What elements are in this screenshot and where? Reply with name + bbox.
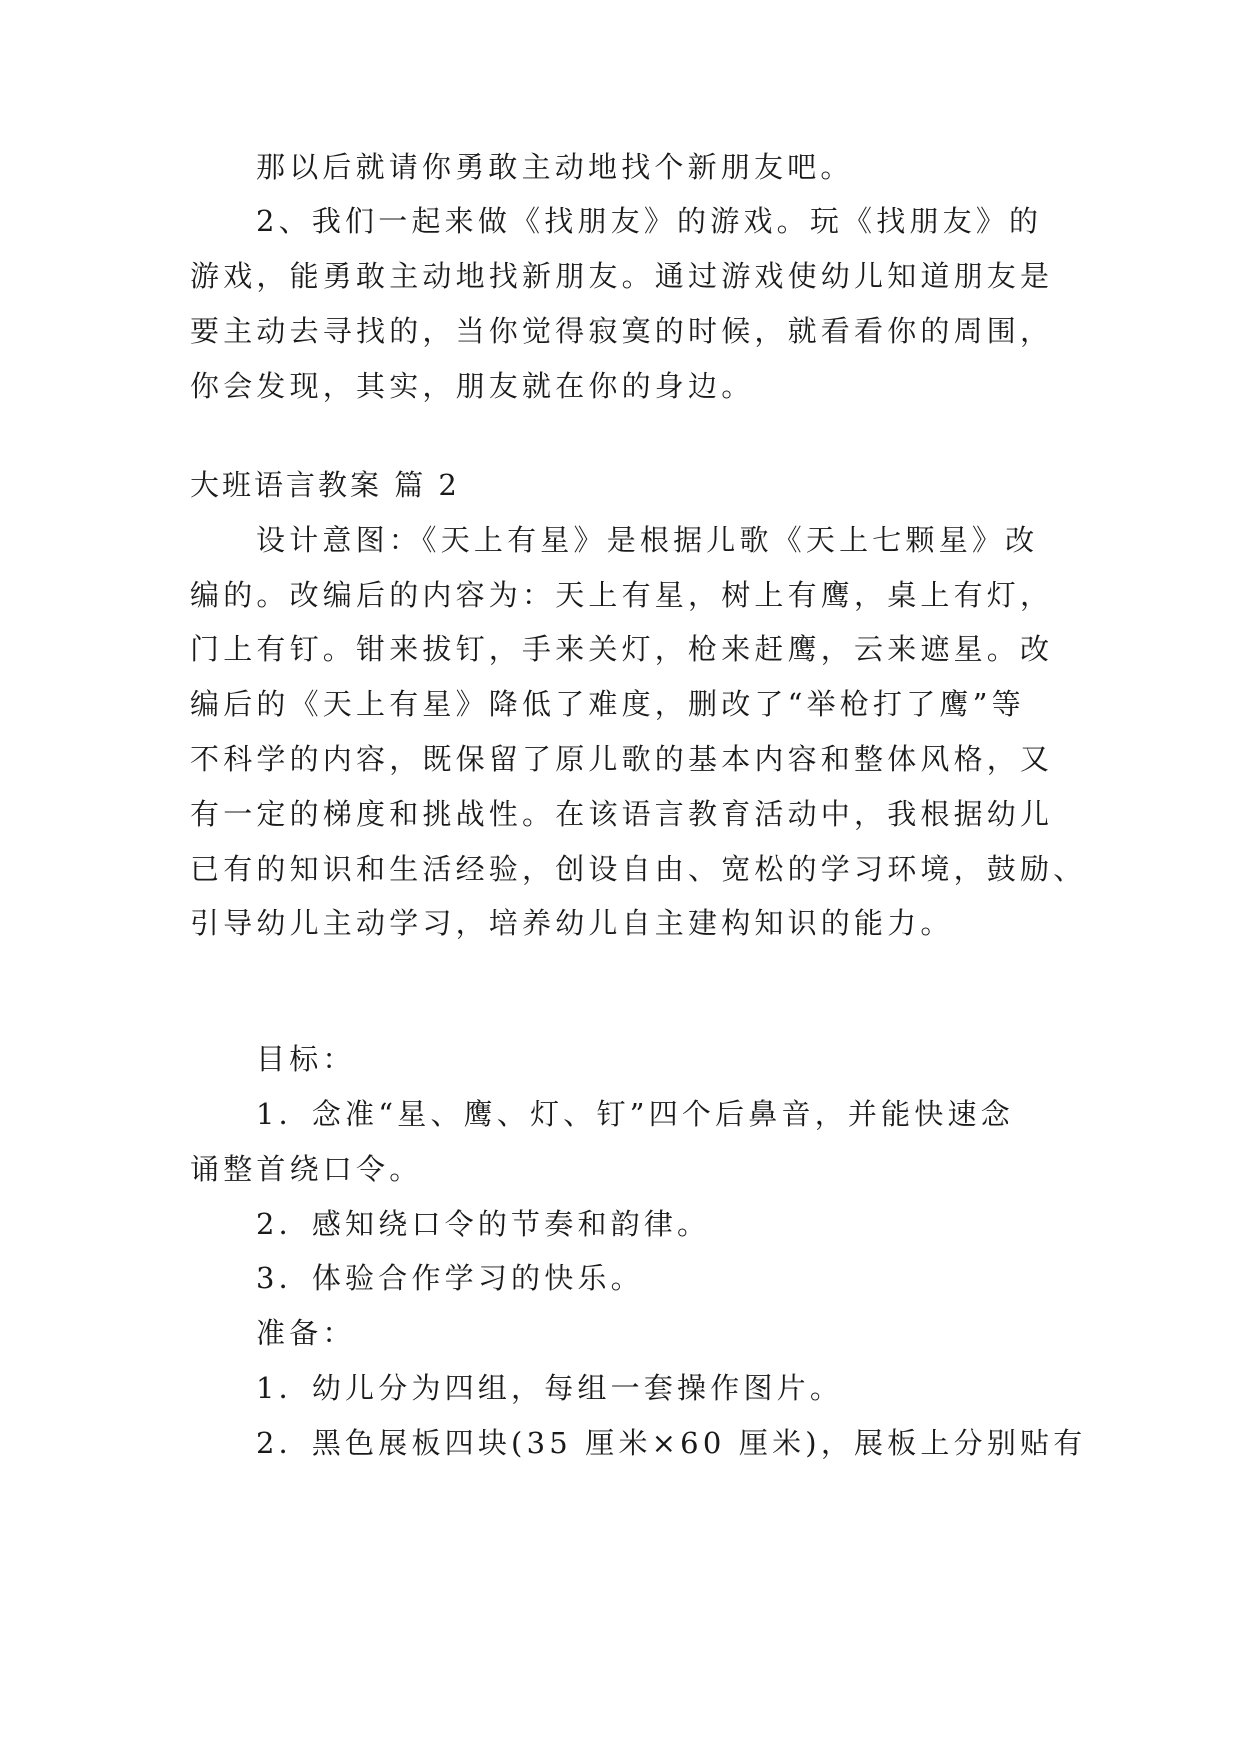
paragraph-line: 要主动去寻找的，当你觉得寂寞的时候，就看看你的周围， — [190, 314, 1054, 348]
paragraph-line: 2、我们一起来做《找朋友》的游戏。玩《找朋友》的 — [256, 204, 1043, 238]
paragraph-line: 门上有钉。钳来拔钉，手来关灯，枪来赶鹰，云来遮星。改 — [190, 632, 1054, 666]
paragraph-line: 编后的《天上有星》降低了难度，删改了“举枪打了鹰”等 — [190, 687, 1025, 721]
goals-label: 目标： — [256, 1042, 356, 1076]
paragraph-line: 引导幼儿主动学习，培养幼儿自主建构知识的能力。 — [190, 906, 954, 940]
prep-label: 准备： — [256, 1316, 356, 1350]
paragraph-line: 不科学的内容，既保留了原儿歌的基本内容和整体风格，又 — [190, 742, 1054, 776]
paragraph-line: 设计意图：《天上有星》是根据儿歌《天上七颗星》改 — [256, 523, 1039, 557]
goal-item: 3．体验合作学习的快乐。 — [256, 1261, 644, 1295]
paragraph-line: 你会发现，其实，朋友就在你的身边。 — [190, 369, 755, 403]
paragraph-line: 已有的知识和生活经验，创设自由、宽松的学习环境，鼓励、 — [190, 852, 1087, 886]
paragraph-line: 游戏，能勇敢主动地找新朋友。通过游戏使幼儿知道朋友是 — [190, 259, 1054, 293]
paragraph-line: 那以后就请你勇敢主动地找个新朋友吧。 — [256, 150, 854, 184]
section-heading: 大班语言教案 篇 2 — [190, 468, 460, 502]
paragraph-line: 编的。改编后的内容为：天上有星，树上有鹰，桌上有灯， — [190, 578, 1054, 612]
goal-item: 诵整首绕口令。 — [190, 1152, 423, 1186]
goal-item: 1．念准“星、鹰、灯、钉”四个后鼻音，并能快速念 — [256, 1097, 1014, 1131]
goal-item: 2．感知绕口令的节奏和韵律。 — [256, 1207, 711, 1241]
paragraph-line: 有一定的梯度和挑战性。在该语言教育活动中，我根据幼儿 — [190, 797, 1054, 831]
prep-item: 2．黑色展板四块(35 厘米×60 厘米)，展板上分别贴有 — [256, 1426, 1087, 1460]
prep-item: 1．幼儿分为四组，每组一套操作图片。 — [256, 1371, 844, 1405]
